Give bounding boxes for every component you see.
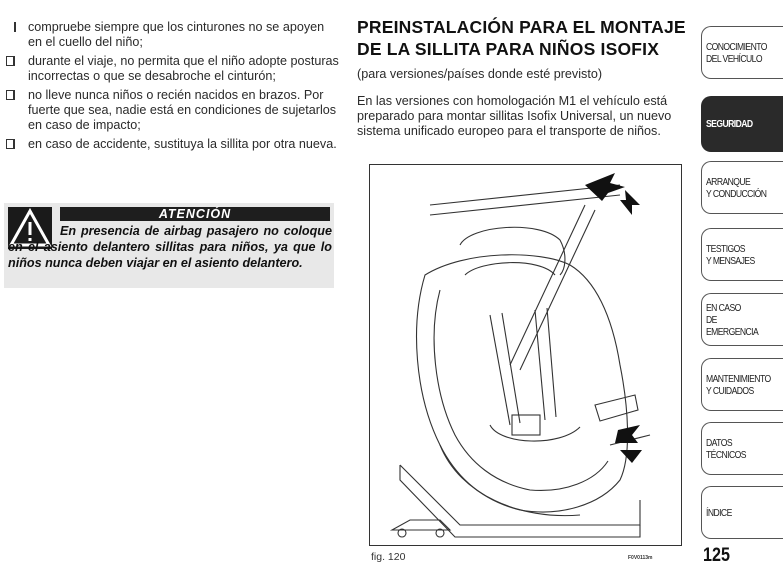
list-item xyxy=(4,54,340,84)
checkbox-bullet-icon xyxy=(6,90,15,100)
section-content xyxy=(357,16,692,139)
warning-heading: ATENCIÓN xyxy=(60,207,330,221)
figure-code: F0V0113m xyxy=(628,555,653,561)
list-item xyxy=(4,88,340,133)
list-item-text: en caso de accidente, sustituya la sillita por otra nueva. xyxy=(28,137,337,151)
tab-label: DATOS TÉCNICOS xyxy=(706,436,746,461)
tab-seguridad[interactable] xyxy=(701,96,783,152)
tab-indice[interactable] xyxy=(701,486,783,539)
section-subtitle: (para versiones/países donde esté previsto) xyxy=(357,67,603,81)
child-seat-drawing xyxy=(370,165,680,544)
tab-label: TESTIGOS Y MENSAJES xyxy=(706,242,755,267)
checkbox-bullet-icon xyxy=(6,139,15,149)
tab-arranque-y-conduccion[interactable] xyxy=(701,161,783,214)
tab-conocimiento-del-vehiculo[interactable] xyxy=(701,26,783,79)
list-item xyxy=(4,20,340,50)
tab-label: MANTENIMIENTO Y CUIDADOS xyxy=(706,372,771,397)
list-item-text: durante el viaje, no permita que el niño adopte posturas incorrectas o que se desabroche el cinturón; xyxy=(28,54,339,83)
checkbox-bullet-icon xyxy=(10,22,16,32)
page-number: 125 xyxy=(703,545,730,566)
figure-caption: fig. 120 xyxy=(371,551,406,563)
tab-en-caso-de-emergencia[interactable] xyxy=(701,293,783,346)
checkbox-bullet-icon xyxy=(6,56,15,66)
warning-box xyxy=(4,203,334,288)
list-item-text: compruebe siempre que los cinturones no se apoyen en el cuello del niño; xyxy=(28,20,325,49)
section-title: PREINSTALACIÓN PARA EL MONTAJE DE LA SILLITA PARA NIÑOS ISOFIX xyxy=(357,17,686,59)
tab-label: ÍNDICE xyxy=(706,506,732,519)
tab-datos-tecnicos[interactable] xyxy=(701,422,783,475)
tab-label: EN CASO DE EMERGENCIA xyxy=(706,301,759,338)
section-paragraph: En las versiones con homologación M1 el vehículo está preparado para montar sillitas Isofix Universal, un nuevo sistema unificado europeo para el transporte de niños. xyxy=(357,94,672,138)
tab-mantenimiento-y-cuidados[interactable] xyxy=(701,358,783,411)
bullet-list xyxy=(4,20,340,156)
list-item xyxy=(4,137,340,152)
warning-text: En presencia de airbag pasajero no coloque en el asiento delantero sillitas para niños, ya que lo niños nunca deben viajar en el asiento delantero. xyxy=(8,224,332,270)
list-item-text: no lleve nunca niños o recién nacidos en brazos. Por fuerte que sea, nadie está en condiciones de sujetarlos en caso de impacto; xyxy=(28,88,337,132)
tab-label: SEGURIDAD xyxy=(706,118,753,130)
tab-label: ARRANQUE Y CONDUCCIÓN xyxy=(706,175,767,200)
child-seat-illustration xyxy=(369,164,682,546)
tab-testigos-y-mensajes[interactable] xyxy=(701,228,783,281)
tab-label: CONOCIMIENTO DEL VEHÍCULO xyxy=(706,40,767,65)
